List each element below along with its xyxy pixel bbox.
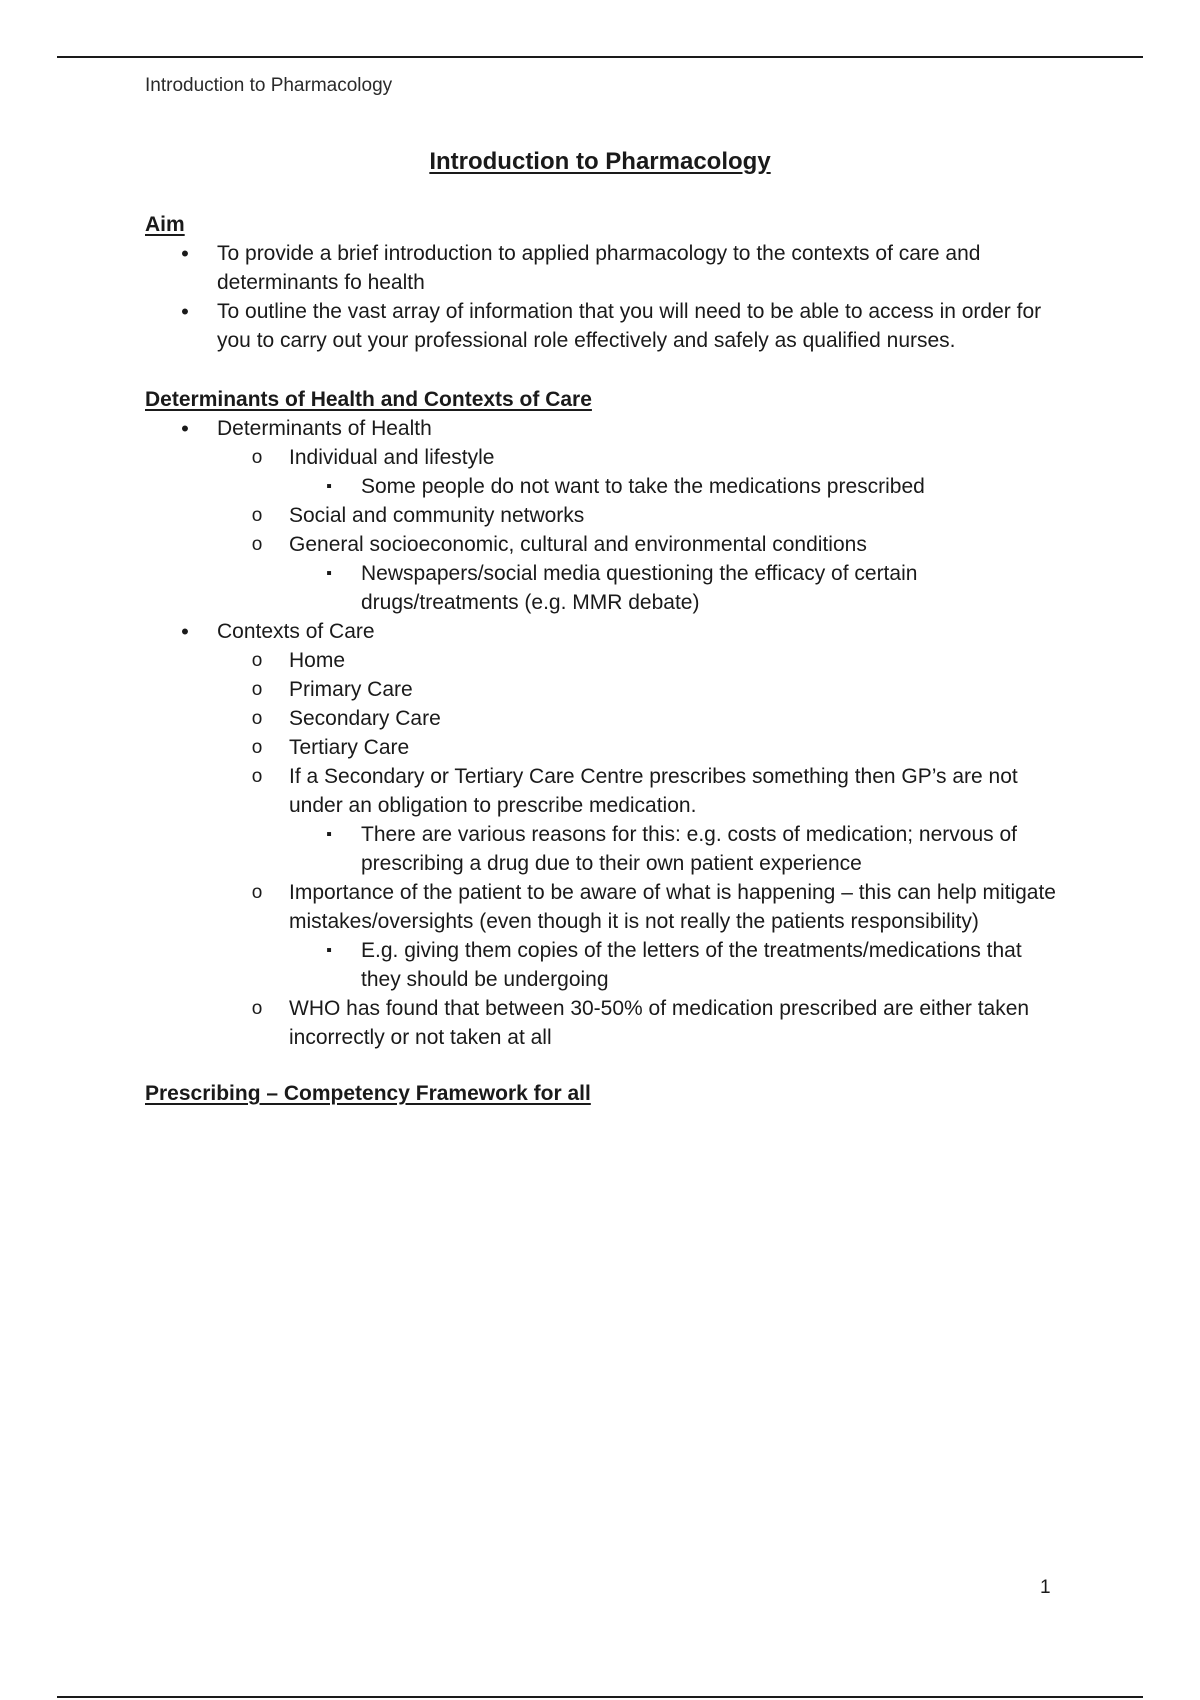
list-item-text: Individual and lifestyle — [289, 446, 495, 469]
circle-bullet-icon: o — [251, 766, 263, 787]
list-item-text: Importance of the patient to be aware of what is happening – this can help mitigate mistakes/oversights (even though it is not really the patients responsibility) — [289, 881, 1056, 933]
list-item-text: Tertiary Care — [289, 736, 410, 759]
footer-rule — [57, 1696, 1143, 1698]
list-item — [217, 530, 1060, 617]
sublist — [217, 443, 1060, 617]
list-item-text: To outline the vast array of information that you will need to be able to access in order for you to carry out your professional role effectively and safely as qualified nurses. — [217, 300, 1042, 352]
list-item-text: Contexts of Care — [217, 620, 375, 643]
list-item-text: If a Secondary or Tertiary Care Centre prescribes something then GP’s are not under an obligation to prescribe medication. — [289, 765, 1018, 817]
bullet-icon: • — [181, 299, 189, 324]
prescribing-heading: Prescribing – Competency Framework for all — [145, 1082, 591, 1105]
list-item — [217, 733, 1060, 762]
sublist — [217, 646, 1060, 1052]
square-bullet-icon: ▪ — [326, 565, 332, 582]
list-item — [217, 443, 1060, 501]
circle-bullet-icon: o — [251, 679, 263, 700]
determinants-list — [145, 414, 1060, 1052]
list-item-text: Primary Care — [289, 678, 413, 701]
sublist — [289, 820, 1060, 878]
list-item-text: WHO has found that between 30-50% of medication prescribed are either taken incorrectly or not taken at all — [289, 997, 1030, 1049]
list-item — [289, 936, 1060, 994]
list-item — [217, 646, 1060, 675]
circle-bullet-icon: o — [251, 534, 263, 555]
list-item-text: Social and community networks — [289, 504, 585, 527]
list-item-text: Secondary Care — [289, 707, 441, 730]
list-item-text: To provide a brief introduction to applied pharmacology to the contexts of care and determinants fo health — [217, 242, 981, 294]
list-item-text: General socioeconomic, cultural and environmental conditions — [289, 533, 867, 556]
sublist — [289, 472, 1060, 501]
bullet-icon: • — [181, 619, 189, 644]
document-body — [145, 210, 1060, 1108]
list-item-text: Newspapers/social media questioning the efficacy of certain drugs/treatments (e.g. MMR debate) — [361, 562, 918, 614]
list-item — [145, 239, 1060, 297]
list-item — [217, 878, 1060, 994]
circle-bullet-icon: o — [251, 708, 263, 729]
sublist — [289, 936, 1060, 994]
aim-heading: Aim — [145, 213, 185, 236]
document-title: Introduction to Pharmacology — [429, 148, 771, 175]
circle-bullet-icon: o — [251, 737, 263, 758]
header-rule — [57, 56, 1143, 58]
list-item — [217, 994, 1060, 1052]
list-item — [289, 472, 1060, 501]
list-item — [217, 675, 1060, 704]
square-bullet-icon: ▪ — [326, 826, 332, 843]
circle-bullet-icon: o — [251, 882, 263, 903]
circle-bullet-icon: o — [251, 505, 263, 526]
list-item — [145, 297, 1060, 355]
list-item-text: Determinants of Health — [217, 417, 432, 440]
list-item — [217, 501, 1060, 530]
circle-bullet-icon: o — [251, 447, 263, 468]
running-header: Introduction to Pharmacology — [145, 75, 393, 96]
list-item — [217, 762, 1060, 878]
list-item-text: E.g. giving them copies of the letters of the treatments/medications that they should be undergoing — [361, 939, 1022, 991]
list-item-text: There are various reasons for this: e.g. costs of medication; nervous of prescribing a drug due to their own patient experience — [361, 823, 1017, 875]
circle-bullet-icon: o — [251, 650, 263, 671]
circle-bullet-icon: o — [251, 998, 263, 1019]
determinants-heading: Determinants of Health and Contexts of Care — [145, 388, 592, 411]
list-item — [145, 617, 1060, 1052]
square-bullet-icon: ▪ — [326, 478, 332, 495]
page-number: 1 — [1040, 1577, 1051, 1598]
list-item — [289, 820, 1060, 878]
list-item — [145, 414, 1060, 617]
list-item-text: Some people do not want to take the medications prescribed — [361, 475, 925, 498]
bullet-icon: • — [181, 416, 189, 441]
square-bullet-icon: ▪ — [326, 942, 332, 959]
aim-list — [145, 239, 1060, 355]
list-item — [217, 704, 1060, 733]
sublist — [289, 559, 1060, 617]
list-item-text: Home — [289, 649, 346, 672]
list-item — [289, 559, 1060, 617]
bullet-icon: • — [181, 241, 189, 266]
